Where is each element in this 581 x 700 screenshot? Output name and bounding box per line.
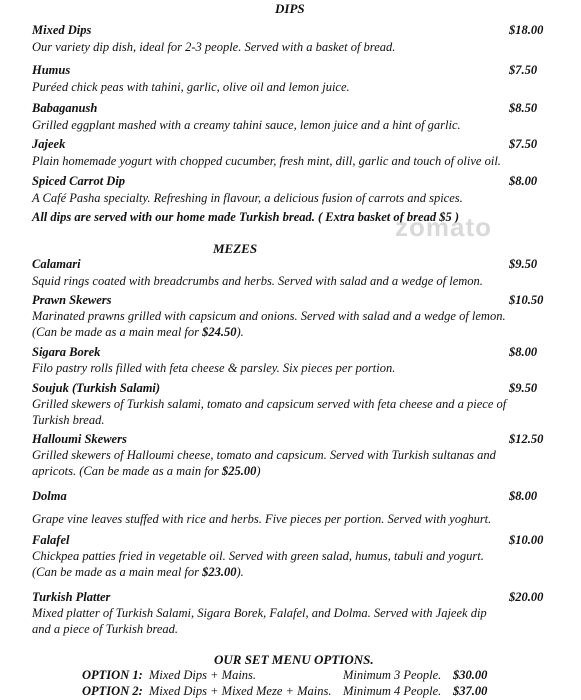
item-description-line2: and a piece of Turkish bread. (32, 622, 179, 636)
item-name: Babaganush (32, 101, 98, 115)
item-name: Jajeek (32, 137, 66, 151)
item-price: $9.50 (509, 381, 538, 395)
item-price: $7.50 (509, 137, 538, 151)
item-price: $8.00 (509, 345, 538, 359)
mezes-heading: MEZES (213, 241, 258, 256)
item-description: A Café Pasha specialty. Refreshing in flavour, a delicious fusion of carrots and spices. (32, 191, 463, 205)
item-name: Humus (32, 63, 71, 77)
item-description: Our variety dip dish, ideal for 2-3 people. Served with a basket of bread. (32, 40, 396, 54)
item-description: Plain homemade yogurt with chopped cucumber, fresh mint, dill, garlic and touch of olive oil. (32, 154, 501, 168)
item-price: $10.00 (509, 533, 544, 547)
item-name: Calamari (32, 257, 81, 271)
item-name: Dolma (32, 489, 67, 503)
item-description: Squid rings coated with breadcrumbs and herbs. Served with salad and a wedge of lemon. (32, 274, 483, 288)
option-people: Minimum 3 People. (343, 668, 442, 682)
item-name: Spiced Carrot Dip (32, 174, 126, 188)
item-description: Marinated prawns grilled with capsicum and onions. Served with salad and a wedge of lemon. (32, 309, 506, 323)
item-name: Halloumi Skewers (32, 432, 127, 446)
item-name: Sigara Borek (32, 345, 101, 359)
item-name: Mixed Dips (32, 23, 92, 37)
item-price: $20.00 (509, 590, 544, 604)
item-price: $7.50 (509, 63, 538, 77)
option-items: Mixed Dips + Mixed Meze + Mains. (149, 684, 332, 698)
option-people: Minimum 4 People. (343, 684, 442, 698)
item-price: $8.00 (509, 174, 538, 188)
item-description: Mixed platter of Turkish Salami, Sigara Borek, Falafel, and Dolma. Served with Jajeek dip (32, 606, 487, 620)
item-price: $18.00 (509, 23, 544, 37)
item-description-line2: (Can be made as a main meal for $23.00). (32, 565, 244, 579)
item-name: Soujuk (Turkish Salami) (32, 381, 161, 395)
option-price: $37.00 (453, 684, 488, 698)
item-name: Turkish Platter (32, 590, 111, 604)
option-price: $30.00 (453, 668, 488, 682)
dips-heading: DIPS (275, 1, 305, 16)
option-items: Mixed Dips + Mains. (149, 668, 257, 682)
item-description: Chickpea patties fried in vegetable oil. Served with green salad, humus, tabuli and yogurt. (32, 549, 484, 563)
item-price: $9.50 (509, 257, 538, 271)
item-price: $10.50 (509, 293, 544, 307)
item-description: Grilled eggplant mashed with a creamy tahini sauce, lemon juice and a hint of garlic. (32, 118, 461, 132)
watermark: zomato (395, 212, 492, 242)
item-description-line2: apricots. (Can be made as a main for $25.00) (32, 464, 261, 478)
item-name: Prawn Skewers (32, 293, 112, 307)
item-description: Grilled skewers of Halloumi cheese, tomato and capsicum. Served with Turkish sultanas and (32, 448, 496, 462)
item-description: Grape vine leaves stuffed with rice and herbs. Five pieces per portion. Served with yoghurt. (32, 512, 492, 526)
item-description: Filo pastry rolls filled with feta cheese & parsley. Six pieces per portion. (32, 361, 396, 375)
item-description: Grilled skewers of Turkish salami, tomato and capsicum served with feta cheese and a piece of (32, 397, 507, 411)
dips-note: All dips are served with our home made Turkish bread. ( Extra basket of bread $5 ) (32, 210, 459, 224)
item-price: $8.50 (509, 101, 538, 115)
item-price: $12.50 (509, 432, 544, 446)
option-label: OPTION 1: (82, 668, 143, 682)
set-menu-heading: OUR SET MENU OPTIONS. (214, 652, 374, 667)
item-name: Falafel (32, 533, 70, 547)
item-price: $8.00 (509, 489, 538, 503)
item-description-line2: Turkish bread. (32, 413, 105, 427)
option-label: OPTION 2: (82, 684, 143, 698)
item-description-line2: (Can be made as a main meal for $24.50). (32, 325, 244, 339)
item-description: Puréed chick peas with tahini, garlic, olive oil and lemon juice. (32, 80, 350, 94)
